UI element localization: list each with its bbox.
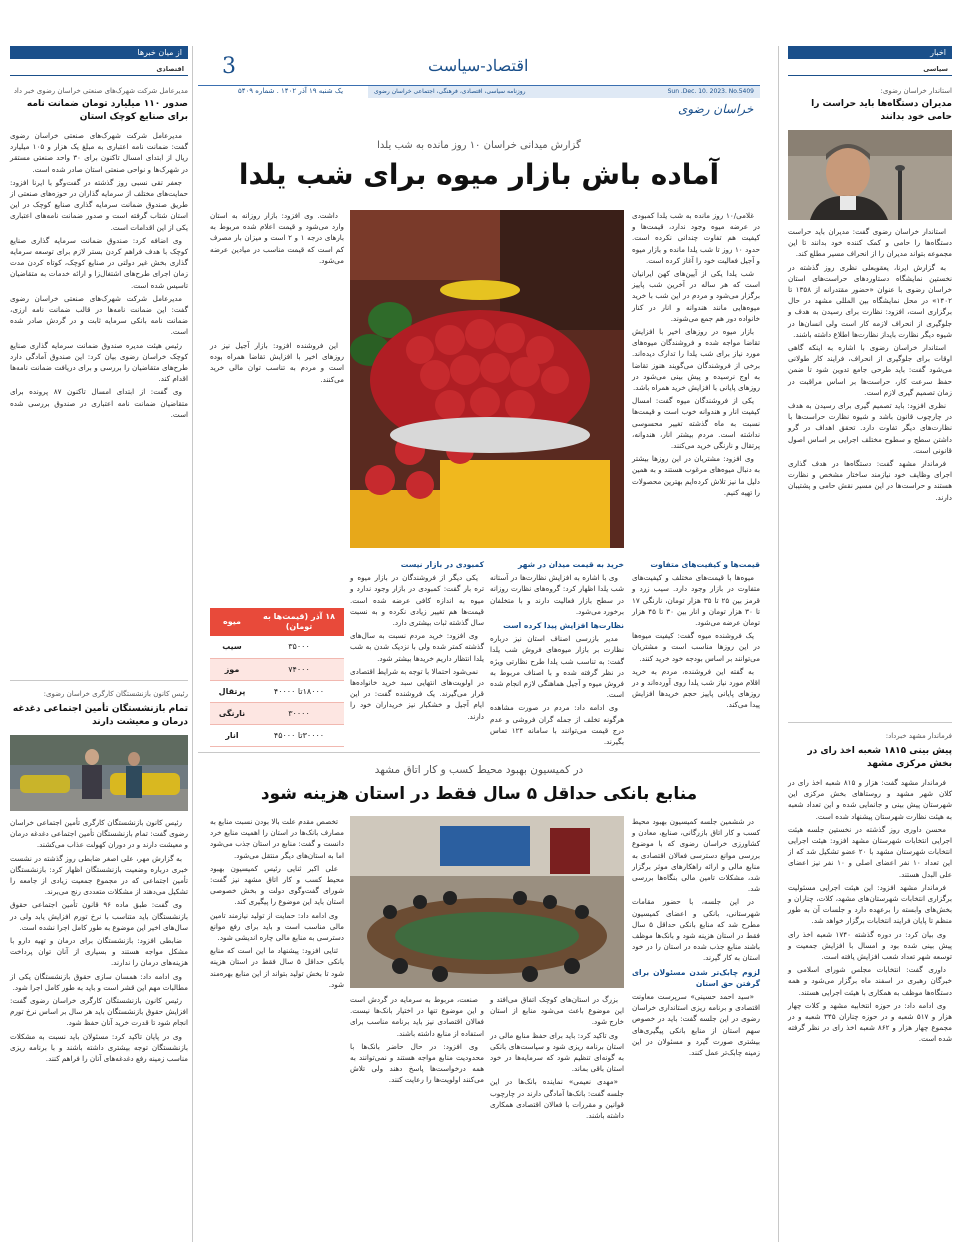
story-paragraph: وی ادامه داد: حمایت از تولید نیازمند تامین مالی مناسب است و باید برای رفع موانع دسترسی به منابع مالی چاره اندیشی شود.: [210, 910, 344, 943]
story-paragraph: صنعت، مربوط به سرمایه در گردش است و این موضوع تنها در اختیار بانک‌ها نیست. فعالان اقتصادی نیز باید برنامه مناسب برای استفاده از منابع داشته باشند.: [350, 995, 484, 1038]
sidebar-tab-news: اخبار: [788, 46, 952, 59]
story-paragraph: این فروشنده افزود: بازار آجیل نیز در روزهای اخیر با افزایش تقاضا همراه بوده است و مردم به تناسب توان مالی خرید می‌کنند.: [210, 341, 344, 384]
story-paragraph: ضابطی افزود: بازنشستگان برای درمان و تهیه دارو با مشکل مواجه هستند و بسیاری از آنان توان پرداخت هزینه‌های درمان را ندارند.: [10, 936, 188, 968]
main-story-column: [350, 556, 484, 736]
story-paragraph: نمی‌شود احتمالا با توجه به شرایط اقتصادی در اولویت‌های انتهایی سبد خرید خانواده‌ها قرار می‌گیرند. یک فروشنده گفت: در این ایام آجیل و خشکبار نیز خریداران خود را دارند.: [350, 666, 484, 721]
story-paragraph: فرماندار مشهد گفت: دستگاه‌ها در هدف گذاری اجرای وظایف خود نیازمند ساختار مشخص و نظارت هستند و حراست‌ها در این مسیر نقش حامی و پشتیبان دارند.: [788, 459, 952, 502]
second-story-headline: منابع بانکی حداقل ۵ سال فقط در استان هزینه شود: [260, 784, 698, 804]
table-row: [210, 702, 344, 724]
main-story-column: [210, 340, 344, 600]
table-row: [210, 724, 344, 746]
story-subhead: لزوم چابک‌تر شدن مسئولان برای گرفتن حق استان: [632, 967, 760, 988]
product-cell: انار: [210, 724, 254, 746]
price-cell: ۳۵۰۰۰: [254, 636, 344, 658]
story-paragraph: علی اکبر ثنایی رئیس کمیسیون بهبود محیط کسب و کار اتاق مشهد نیز گفت: شورای گفت‌وگوی دولت و بخش خصوصی استان باید این موضوع را پیگیری کند.: [210, 863, 344, 907]
story-paragraph: فرماندار مشهد گفت: هزار و ۸۱۵ شعبه اخذ رای در کلان شهر مشهد و روستاهای بخش مرکزی این شهرستان پیش بینی و جانمایی شده و این تعداد شعبه به هیئت نظارت شهرستان پیشنهاد شده است.: [788, 778, 952, 821]
story-paragraph: مدیر بازرسی اصناف استان نیز درباره نظارت بر بازار میوه‌های فروش شب یلدا گفت: به تناسب شب یلدا طرح نظارتی ویژه در نظر گرفته شده و با اصناف مربوط به فروش میوه و آجیل هماهنگی لازم انجام شده است.: [490, 634, 624, 700]
table-header-product: میوه: [210, 608, 254, 636]
story-paragraph: «سید احمد حسینی» سرپرست معاونت اقتصادی و برنامه ریزی استانداری خراسان رضوی در این جلسه گفت: باید در خصوص سهم استان از منابع بانکی پیگیری‌های بیشتری صورت گیرد و مسئولان در این زمینه چابک‌تر عمل کنند.: [632, 992, 760, 1058]
story-kicker: مدیرعامل شرکت شهرک‌های صنعتی خراسان رضوی خبر داد: [13, 87, 188, 95]
column-rule: [192, 46, 193, 1242]
left-sidebar: [10, 46, 188, 1242]
column-rule: [778, 46, 779, 1242]
story-paragraph: وی گفت: از ابتدای امسال تاکنون ۸۷ پرونده برای متقاضیان ضمانت نامه اعتباری در صندوق بررسی شده است.: [10, 387, 188, 419]
story-divider: [788, 722, 952, 723]
story-paragraph: غلامی/۱۰ روز مانده به شب یلدا کمبودی در عرضه میوه وجود ندارد، قیمت‌ها و کیفیت هم تفاوت چندانی نکرده است. حدود ۱۰ روز تا شب یلدا مانده و بازار میوه و آجیل فعالیت خود را آغاز کرده است.: [632, 211, 760, 265]
story-paragraph: جعفر تقی نسبی روز گذشته در گفت‌وگو با ایرنا افزود: حمایت‌های مختلف از سرمایه گذاران در حوزه‌های صنعتی از طریق صندوق ضمانت سرمایه گذاری صنایع کوچک در این استان شتاب گرفته است و صدور ضمانت نامه‌های اعتباری یکی از این اقدامات است.: [10, 177, 188, 232]
story-paragraph: مدیرعامل شرکت شهرک‌های صنعتی خراسان رضوی گفت: این ضمانت نامه‌ها در قالب ضمانت نامه ارزی، ضمانت نامه بانکی سرمایه ثابت و در گردش صادر شده است.: [10, 293, 188, 337]
main-story-headline: آماده باش بازار میوه برای شب یلدا: [238, 158, 720, 191]
story-paragraph: نظری افزود: باید تصمیم گیری برای رسیدن به هدف در چارچوب قانون باشد و شیوه نظارت حراست‌ها با نظارت‌های دیگر تفاوت دارد. تحقق اهداف در گرو داشتن سطح و سطوح مختلف اجرایی بر اساس اصول قانونی است.: [788, 401, 952, 455]
story-paragraph: استاندار خراسان رضوی با اشاره به اینکه گاهی اوقات برای جلوگیری از انحراف، فرایند کار طولانی می‌شود گفت: باید طرحی جامع تدوین شود تا ضمن حفظ سرعت کار، حراست‌ها بر اساس مراقبت در زمان تصمیم گیری لازم است.: [788, 343, 952, 397]
story-paragraph: رئیس کانون بازنشستگان کارگری تأمین اجتماعی خراسان رضوی گفت: تمام بازنشستگان تأمین اجتماعی دغدغه درمان و معیشت دارند و در دوران کهولت عذاب می‌کشند.: [10, 818, 188, 850]
story-paragraph: وی ادامه داد: در حوزه انتخابیه مشهد و کلات چهار هزار و ۵۱۷ شعبه و در حوزه چناران ۳۴۵ شعبه و در مجموع چهار هزار و ۸۶۲ شعبه اخذ رای در نظر گرفته شده است.: [788, 1000, 953, 1044]
product-cell: نارنگی: [210, 702, 254, 724]
second-story-column: [490, 994, 624, 1242]
price-cell: ۳۰۰۰۰تا ۴۵۰۰۰: [254, 724, 344, 746]
header-date-en: Sun .Dec. 10. 2023. No.5409: [667, 88, 754, 95]
story-paragraph: وی تاکید کرد: باید برای حفظ منابع مالی در استان برنامه ریزی شود و سیاست‌های بانکی به گونه‌ای تنظیم شود که سرمایه‌ها در خود استان باقی بماند.: [490, 1030, 624, 1074]
fruit-price-table: [210, 608, 344, 747]
price-cell: ۷۴۰۰۰: [254, 658, 344, 680]
story-paragraph: شب یلدا یکی از آیین‌های کهن ایرانیان است که هر ساله در آخرین شب پاییز برگزار می‌شود و مردم در این شب با خرید میوه‌هایی مانند هندوانه و انار در کنار خانواده دور هم جمع می‌شوند.: [632, 269, 760, 323]
story-paragraph: میوه‌ها با قیمت‌های مختلف و کیفیت‌های متفاوت در بازار وجود دارد. سیب زرد و قرمز بین ۲۵ تا ۳۵ هزار تومان، نارنگی ۱۷ تا ۳۰ هزار تومان و انار بین ۳۰ تا ۴۵ هزار تومان عرضه می‌شود.: [632, 573, 761, 628]
main-story-column: [490, 556, 625, 747]
story-paragraph: به گزارش ایرنا، یعقوبعلی نظری روز گذشته در نخستین نمایشگاه دستاوردهای حراست‌های استان خراسان رضوی با عنوان «حضور مقتدرانه از ۱۳۵۸ تا ۱۴۰۲» در محل نمایشگاه بین المللی مشهد در حال برگزاری است، افزود: نظارت برای رسیدن به هدف و جلوگیری از انحراف لازمه کار است ولی انسان‌ها در شیوه دیگر نظارت بایداز نظارت‌ها اطلاع داشته باشند.: [788, 262, 952, 339]
table-row: [210, 658, 344, 680]
table-header-row: [210, 608, 344, 636]
story-paragraph: وی بیان کرد: در دوره گذشته ۱۷۴۰ شعبه اخذ رای پیش بینی شده بود و امسال با افزایش جمعیت و توسعه شهر تعداد شعب افزایش یافته است.: [788, 929, 952, 962]
pensioners-photo: [10, 735, 188, 811]
story-divider: [198, 752, 760, 753]
story-paragraph: وی اضافه کرد: صندوق ضمانت سرمایه گذاری صنایع کوچک با هدف فراهم کردن بستر لازم برای توسعه سرمایه گذاری بخش غیر دولتی در صنایع کوچک، کوتاه کردن مدت زمان اجرای طرح‌های اشتغال‌زا و ارائه خدمات به متقاضیان تاسیس شده است.: [10, 235, 188, 290]
story-paragraph: محسن داوری روز گذشته در نخستین جلسه هیئت اجرایی انتخابات شهرستان مشهد افزود: هیئت اجرایی انتخابات شهرستان مشهد با ۲۰ عضو تشکیل شد که از این تعداد ۱۰ نفر اعضای اصلی و ۱۰ نفر نیز اعضای علی البدل هستند.: [788, 824, 952, 879]
main-story-column: [632, 210, 760, 556]
story-divider: [10, 680, 188, 681]
story-paragraph: در ششمین جلسه کمیسیون بهبود محیط کسب و کار اتاق بازرگانی، صنایع، معادن و کشاورزی خراسان رضوی که با موضوع بررسی موانع دسترسی فعالان اقتصادی به منابع مالی و ارائه راهکارهای موثر برگزار شد، مشکلات تامین مالی بنگاه‌ها بررسی شد.: [632, 817, 760, 894]
story-kicker: فرماندار مشهد خبرداد:: [885, 732, 952, 740]
table-row: [210, 680, 344, 702]
story-headline: صدور ۱۱۰ میلیارد تومان ضمانت نامه برای صنایع کوچک استان: [26, 99, 188, 122]
newspaper-logo: خراسان رضوی: [678, 102, 754, 116]
second-story-column: [350, 994, 484, 1242]
governor-photo: [788, 130, 952, 220]
sidebar-category: سیاسی: [788, 63, 952, 76]
story-paragraph: داشت. وی افزود: بازار روزانه به استان وارد می‌شود و قیمت اعلام شده مربوط به بارهای درجه ۱ و ۲ است و میزان بار مصرف کم است که قیمت مناسب در میادین عرضه می‌شود.: [210, 211, 344, 265]
story-paragraph: وی افزود: مشتریان در این روزها بیشتر به دنبال میوه‌های مرغوب هستند و به همین دلیل ما نیز تلاش کرده‌ایم بهترین محصولات را تهیه کنیم.: [632, 454, 760, 497]
story-subhead: خرید به قیمت میدان در شهر: [517, 560, 624, 569]
header-top: [198, 46, 760, 86]
story-paragraph: رئیس هیئت مدیره صندوق ضمانت سرمایه گذاری صنایع کوچک خراسان رضوی بیان کرد: این صندوق آمادگی دارد طرح‌های متقاضیان را بررسی و برای دریافت ضمانت نامه‌ها اقدام کند.: [10, 340, 188, 384]
story-paragraph: یکی از فروشندگان میوه گفت: امسال کیفیت انار و هندوانه خوب است و قیمت‌ها نسبت به ماه گذشته تغییر محسوسی نداشته است. مردم بیشتر انار، هندوانه، پرتقال و نارنگی خرید می‌کنند.: [632, 396, 760, 451]
story-paragraph: یک فروشنده میوه گفت: کیفیت میوه‌ها در این روزها مناسب است و مشتریان می‌توانند بر اساس بودجه خود خرید کنند.: [632, 631, 760, 663]
product-cell: سیب: [210, 636, 254, 658]
story-paragraph: به گزارش مهر، علی اصغر ضابطی روز گذشته در نشست خبری درباره وضعیت بازنشستگان اظهار کرد: بازنشستگان تأمین اجتماعی که در مجموع جمعیت زیادی از جامعه را تشکیل می‌دهند از مشکلات متعددی رنج می‌برند.: [10, 853, 188, 897]
product-cell: موز: [210, 658, 254, 680]
story-paragraph: وی با اشاره به افزایش نظارت‌ها در آستانه شب یلدا اظهار کرد: گروه‌های نظارت روزانه در سطح بازار فعالیت دارند و با متخلفان برخورد می‌شود.: [490, 573, 624, 616]
story-paragraph: مدیرعامل شرکت شهرک‌های صنعتی خراسان رضوی گفت: ضمانت نامه اعتباری به مبلغ یک هزار و ۱۰۵ میلیارد ریال از ابتدای امسال تاکنون برای ۳۰ واحد صنعتی مستقر در شهرک‌ها و نواحی صنعتی استان صادر شده است.: [10, 131, 188, 174]
page-number: 3: [222, 54, 236, 79]
story-headline: مدیران دستگاه‌ها باید حراست را حامی خود بدانند: [811, 99, 952, 122]
story-paragraph: فرماندار مشهد افزود: این هیئت اجرایی مسئولیت برگزاری انتخابات شهرستان‌های مشهد، کلات، چناران و بخش‌های وابسته را برعهده دارد و جلسات آن به طور منظم تا پایان فرایند انتخابات برگزار خواهد شد.: [788, 882, 952, 926]
story-paragraph: وی ادامه داد: مردم در صورت مشاهده هرگونه تخلف از جمله گران فروشی و عدم درج قیمت می‌توانند با سامانه ۱۲۴ تماس بگیرند.: [490, 703, 625, 747]
story-body: [10, 817, 188, 1217]
main-story-kicker: گزارش میدانی خراسان ۱۰ روز مانده به شب یلدا: [377, 140, 581, 151]
story-paragraph: وی افزود: در حال حاضر بانک‌ها با محدودیت منابع مواجه هستند و نمی‌توانند به همه درخواست‌ها پاسخ دهند ولی تلاش می‌کنند اولویت‌ها را رعایت کنند.: [350, 1041, 484, 1085]
story-subhead: قیمت‌ها و کیفیت‌های متفاوت: [650, 560, 760, 569]
second-story-kicker: در کمیسیون بهبود محیط کسب و کار اتاق مشهد: [374, 764, 584, 776]
story-paragraph: «مهدی نعیمی» نماینده بانک‌ها در این جلسه گفت: بانک‌ها آمادگی دارند در چارچوب قوانین و مقررات با فعالان اقتصادی همکاری داشته باشند.: [490, 1077, 624, 1121]
second-story-column: [632, 816, 760, 1242]
story-body: [788, 226, 952, 714]
story-paragraph: وی گفت: طبق ماده ۹۶ قانون تأمین اجتماعی حقوق بازنشستگان باید متناسب با نرخ تورم افزایش یابد ولی در سال‌های اخیر این موضوع به طور کامل اجرا نشده است.: [10, 900, 188, 932]
sidebar-category: اقتصادی: [10, 63, 188, 76]
story-paragraph: تخصص مقدم علت بالا بودن نسبت منابع به مصارف بانک‌ها در استان را اهمیت منابع خرد دانست و گفت: منابع در استان جذب می‌شود اما به استان‌های دیگر منتقل می‌شود.: [210, 817, 344, 860]
meeting-photo: [350, 816, 624, 988]
price-cell: ۳۰۰۰۰: [254, 702, 344, 724]
story-headline: تمام بازنشستگان تأمین اجتماعی دغدغه درمان و معیشت دارند: [12, 704, 188, 727]
story-paragraph: وی ادامه داد: همسان سازی حقوق بازنشستگان یکی از مطالبات مهم این قشر است و باید به طور کامل اجرا شود.: [10, 971, 188, 992]
story-body: [788, 777, 952, 1217]
fruit-market-photo: [350, 210, 624, 548]
section-title: اقتصاد-سیاست: [428, 56, 529, 75]
page-header: [198, 46, 760, 122]
story-kicker: رئیس کانون بازنشستگان کارگری خراسان رضوی:: [43, 690, 188, 698]
story-paragraph: بازار میوه در روزهای اخیر با افزایش تقاضا مواجه شده و فروشندگان میوه‌های مورد نیاز برای شب یلدا را تدارک دیده‌اند. برخی از فروشندگان می‌گویند هنوز تقاضا به اوج نرسیده و پیش بینی می‌شود در روزهای پایانی با افزایش خرید همراه باشد.: [632, 327, 760, 393]
story-subhead: کمبودی در بازار نیست: [400, 560, 484, 569]
header-date-fa: یک شنبه ۱۹ آذر ۱۴۰۲ . شماره ۵۴۰۹: [238, 87, 344, 95]
story-paragraph: رئیس کانون بازنشستگان کارگری خراسان رضوی گفت: افزایش حقوق بازنشستگان باید هر سال بر اساس نرخ تورم انجام شود تا قدرت خرید آنان حفظ شود.: [10, 996, 188, 1028]
story-kicker: استاندار خراسان رضوی:: [880, 87, 952, 95]
story-paragraph: استاندار خراسان رضوی گفت: مدیران باید حراست دستگاه‌ها را حامی و کمک کننده خود بدانند تا این مجموعه بتواند مدیران را از انحراف مسیر مطلع کند.: [788, 227, 952, 259]
price-cell: ۱۸۰۰۰تا ۴۰۰۰۰: [254, 680, 344, 702]
story-paragraph: وی افزود: خرید مردم نسبت به سال‌های گذشته کمتر شده ولی با نزدیک شدن به شب یلدا انتظار داریم خریدها بیشتر شود.: [350, 631, 484, 663]
table-row: [210, 636, 344, 658]
story-paragraph: در این جلسه، با حضور مقامات شهرستانی، بانکی و اعضای کمیسیون مطرح شد که منابع بانکی حداقل ۵ سال فقط در استان هزینه شود و بانک‌ها موظف باشند منابع جذب شده در استان را در خود استان به کار گیرند.: [632, 897, 760, 963]
header-tagline: روزنامه سیاسی، اقتصادی، فرهنگی، اجتماعی خراسان رضوی: [374, 88, 526, 95]
sidebar-tab-headlines: از میان خبرها: [10, 46, 188, 59]
story-paragraph: داوری گفت: انتخابات مجلس شورای اسلامی و خبرگان رهبری در اسفند ماه برگزار می‌شود و همه دستگاه‌ها موظف به همکاری با هیئت اجرایی هستند.: [788, 965, 952, 997]
story-body: [10, 130, 188, 674]
header-info-bar: [368, 86, 760, 98]
story-subhead: نظارت‌ها افزایش پیدا کرده است: [503, 621, 624, 631]
second-story-column: [210, 816, 344, 1242]
story-paragraph: ثنایی افزود: پیشنهاد ما این است که منابع بانکی حداقل ۵ سال فقط در استان هزینه شود تا بخش تولید بتواند از این منابع بهره‌مند شود.: [210, 946, 345, 989]
story-paragraph: وی در پایان تاکید کرد: مسئولان باید نسبت به مشکلات بازنشستگان توجه بیشتری داشته باشند و با برنامه ریزی مناسب زمینه رفع دغدغه‌های آنان را فراهم کنند.: [10, 1031, 188, 1064]
story-paragraph: بزرگ در استان‌های کوچک اتفاق می‌افتد و این موضوع باعث می‌شود منابع از استان خارج شود.: [490, 995, 624, 1027]
main-story-column: [632, 556, 760, 736]
main-story-column: [210, 210, 344, 334]
story-paragraph: یکی دیگر از فروشندگان در بازار میوه و تره بار گفت: کمبودی در بازار وجود ندارد و میوه به اندازه کافی عرضه شده است. قیمت‌ها هم تغییر زیادی نکرده و به نسبت سال گذشته ثبات بیشتری دارد.: [350, 573, 484, 628]
right-sidebar: [788, 46, 952, 1242]
product-cell: پرتقال: [210, 680, 254, 702]
story-paragraph: به گفته این فروشنده، مردم به خرید اقلام مورد نیاز شب یلدا روی آورده‌اند و در روزهای پایانی پاییز حجم خریدها افزایش پیدا می‌کند.: [632, 666, 760, 710]
table-header-price: ۱۸ آذر (قیمت‌ها به تومان): [254, 608, 344, 636]
story-headline: پیش بینی ۱۸۱۵ شعبه اخذ رای در بخش مرکزی مشهد: [807, 746, 952, 769]
